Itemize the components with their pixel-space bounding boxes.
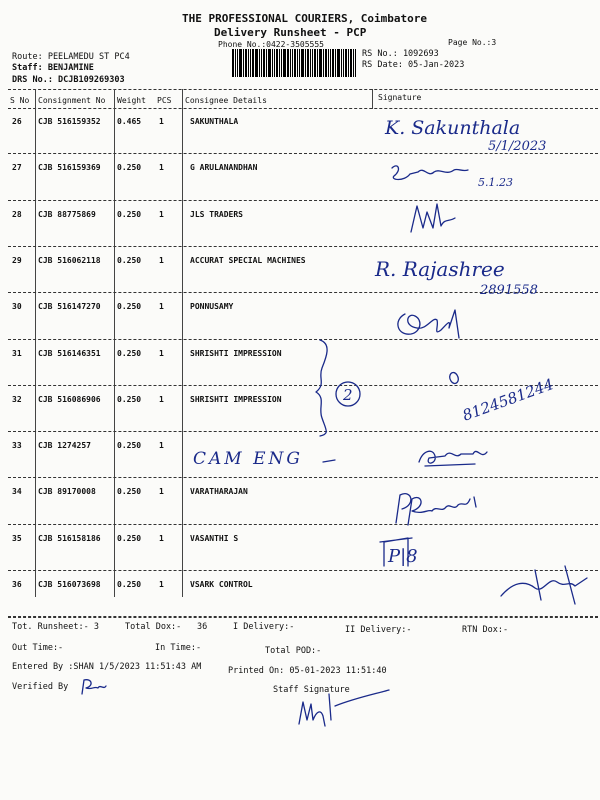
barcode-bar: [232, 49, 234, 77]
cell-weight: 0.465: [117, 117, 142, 126]
barcode-bar: [272, 49, 273, 77]
barcode-bar: [268, 49, 271, 77]
cell-consignee: SHRISHTI IMPRESSION: [190, 349, 282, 358]
barcode-bar: [307, 49, 309, 77]
cell-consignment-no: CJB 1274257: [38, 441, 91, 450]
cell-sno: 27: [12, 163, 22, 172]
barcode-bar: [279, 49, 280, 77]
header-rule-bottom: [8, 108, 598, 109]
cell-sno: 29: [12, 256, 22, 265]
cell-consignee: VARATHARAJAN: [190, 487, 248, 496]
barcode-bar: [290, 49, 291, 77]
cell-sno: 26: [12, 117, 22, 126]
barcode-bar: [255, 49, 258, 77]
barcode-bar: [299, 49, 300, 77]
cell-pcs: 1: [159, 580, 164, 589]
cell-consignee: ACCURAT SPECIAL MACHINES: [190, 256, 306, 265]
cell-pcs: 1: [159, 349, 164, 358]
rs-date: RS Date: 05-Jan-2023: [362, 60, 465, 70]
total-dox-value: 36: [197, 622, 208, 632]
handwritten-consignee-33: [193, 442, 353, 475]
cell-weight: 0.250: [117, 441, 142, 450]
cell-consignee: G ARULANANDHAN: [190, 163, 258, 172]
cell-pcs: 1: [159, 163, 164, 172]
barcode-bar: [274, 49, 275, 77]
verified-by: Verified By: [12, 682, 69, 692]
grid-line: [114, 89, 115, 597]
barcode-bar: [330, 49, 331, 77]
cell-weight: 0.250: [117, 256, 142, 265]
signature-26-name: K. Sakunthala: [385, 117, 521, 139]
barcode-bar: [337, 49, 340, 77]
barcode-bar: [323, 49, 324, 77]
staff-signature: [295, 690, 395, 733]
total-runsheet: Tot. Runsheet:- 3: [12, 622, 99, 632]
cell-sno: 36: [12, 580, 22, 589]
signature-34: [382, 485, 492, 533]
footer-rule: [8, 617, 598, 618]
barcode-bar: [252, 49, 254, 77]
in-time: In Time:-: [155, 643, 202, 653]
cell-pcs: 1: [159, 487, 164, 496]
cell-weight: 0.250: [117, 210, 142, 219]
barcode-bar: [245, 49, 247, 77]
page-number: Page No.:3: [448, 38, 497, 47]
cell-sno: 33: [12, 441, 22, 450]
barcode-bar: [328, 49, 329, 77]
cell-consignment-no: CJB 516062118: [38, 256, 101, 265]
barcode: [232, 49, 358, 77]
signature-29-name: R. Rajashree: [375, 257, 505, 281]
row-separator: [8, 477, 598, 478]
signature-36: [495, 560, 595, 613]
barcode-bar: [292, 49, 293, 77]
barcode-bar: [281, 49, 282, 77]
cell-sno: 35: [12, 534, 22, 543]
barcode-bar: [348, 49, 349, 77]
col-pcs: PCS: [157, 96, 172, 105]
barcode-bar: [310, 49, 311, 77]
cell-consignment-no: CJB 516159352: [38, 117, 101, 126]
signature-29: [375, 250, 575, 303]
barcode-bar: [353, 49, 354, 77]
total-pod: Total POD:-: [265, 646, 322, 656]
row-separator: [8, 339, 598, 340]
signature-33: [415, 432, 505, 475]
bracket-note-number: 2: [343, 386, 353, 404]
barcode-bar: [312, 49, 313, 77]
cell-weight: 0.250: [117, 302, 142, 311]
barcode-bar: [355, 49, 356, 77]
route: Route: PEELAMEDU ST PC4: [12, 52, 130, 62]
barcode-bar: [317, 49, 318, 77]
cell-consignee: VASANTHI S: [190, 534, 239, 543]
bracket-note: [308, 338, 368, 441]
printed-on: Printed On: 05-01-2023 11:51:40: [228, 666, 387, 676]
barcode-bar: [297, 49, 298, 77]
out-time: Out Time:-: [12, 643, 64, 653]
barcode-bar: [248, 49, 249, 77]
signature-35: [378, 532, 458, 575]
handwritten-consignee-33-text: CAM ENG: [193, 449, 303, 469]
signature-28: [405, 198, 465, 241]
barcode-bar: [325, 49, 327, 77]
signature-29-number: 2891558: [480, 283, 538, 298]
barcode-bar: [287, 49, 289, 77]
barcode-bar: [250, 49, 251, 77]
drs-number: DRS No.: DCJB109269303: [12, 75, 125, 85]
cell-pcs: 1: [159, 395, 164, 404]
cell-weight: 0.250: [117, 580, 142, 589]
staff-signature-label: Staff Signature: [273, 685, 350, 695]
cell-weight: 0.250: [117, 349, 142, 358]
barcode-bar: [266, 49, 267, 77]
barcode-bar: [319, 49, 322, 77]
barcode-bar: [301, 49, 304, 77]
staff: Staff: BENJAMINE: [12, 63, 94, 73]
barcode-bar: [235, 49, 236, 77]
cell-sno: 30: [12, 302, 22, 311]
cell-consignment-no: CJB 516086906: [38, 395, 101, 404]
col-signature: Signature: [378, 93, 422, 102]
cell-sno: 31: [12, 349, 22, 358]
ii-delivery: II Delivery:-: [345, 625, 412, 635]
cell-sno: 34: [12, 487, 22, 496]
i-delivery: I Delivery:-: [233, 622, 295, 632]
barcode-bar: [350, 49, 352, 77]
barcode-bar: [237, 49, 238, 77]
signature-30: [393, 300, 473, 348]
cell-consignment-no: CJB 516147270: [38, 302, 101, 311]
barcode-bar: [259, 49, 260, 77]
cell-consignment-no: CJB 516158186: [38, 534, 101, 543]
barcode-bar: [243, 49, 244, 77]
cell-pcs: 1: [159, 117, 164, 126]
cell-consignment-no: CJB 89170008: [38, 487, 96, 496]
cell-pcs: 1: [159, 302, 164, 311]
cell-weight: 0.250: [117, 163, 142, 172]
document-title: Delivery Runsheet - PCP: [214, 26, 367, 39]
cell-pcs: 1: [159, 441, 164, 450]
row-separator: [8, 431, 598, 432]
barcode-bar: [276, 49, 278, 77]
cell-consignee: PONNUSAMY: [190, 302, 234, 311]
row-separator: [8, 524, 598, 525]
entered-by: Entered By :SHAN 1/5/2023 11:51:43 AM: [12, 662, 202, 672]
cell-consignment-no: CJB 516146351: [38, 349, 101, 358]
grid-line: [182, 89, 183, 597]
grid-line: [35, 89, 36, 597]
cell-consignee: JLS TRADERS: [190, 210, 243, 219]
barcode-bar: [332, 49, 334, 77]
rtn-dox: RTN Dox:-: [462, 625, 509, 635]
total-dox-label: Total Dox:-: [125, 622, 182, 632]
signature-27-date: 5.1.23: [478, 176, 513, 189]
signature-31: [445, 345, 600, 425]
rs-number: RS No.: 1092693: [362, 49, 439, 59]
barcode-bar: [341, 49, 342, 77]
cell-consignment-no: CJB 88775869: [38, 210, 96, 219]
cell-consignee: SHRISHTI IMPRESSION: [190, 395, 282, 404]
signature-35-mark: P|8: [388, 546, 418, 567]
col-consignment: Consignment No: [38, 96, 106, 105]
cell-consignee: VSARK CONTROL: [190, 580, 253, 589]
barcode-bar: [314, 49, 316, 77]
col-weight: Weight: [117, 96, 146, 105]
cell-pcs: 1: [159, 534, 164, 543]
barcode-bar: [263, 49, 265, 77]
barcode-bar: [335, 49, 336, 77]
cell-consignment-no: CJB 516159369: [38, 163, 101, 172]
cell-weight: 0.250: [117, 395, 142, 404]
signature-26: [385, 112, 565, 155]
phone-number: Phone No.:0422-3505555: [218, 40, 324, 49]
cell-weight: 0.250: [117, 534, 142, 543]
cell-sno: 32: [12, 395, 22, 404]
company-name: THE PROFESSIONAL COURIERS, Coimbatore: [182, 12, 428, 25]
signature-26-date: 5/1/2023: [488, 139, 547, 154]
cell-pcs: 1: [159, 256, 164, 265]
col-consignee: Consignee Details: [185, 96, 267, 105]
barcode-bar: [239, 49, 242, 77]
cell-pcs: 1: [159, 210, 164, 219]
cell-consignee: SAKUNTHALA: [190, 117, 239, 126]
barcode-bar: [345, 49, 347, 77]
barcode-bar: [343, 49, 344, 77]
cell-consignment-no: CJB 516073698: [38, 580, 101, 589]
cell-sno: 28: [12, 210, 22, 219]
row-separator: [8, 246, 598, 247]
barcode-bar: [294, 49, 296, 77]
verified-by-signature: [78, 676, 108, 701]
cell-weight: 0.250: [117, 487, 142, 496]
barcode-bar: [261, 49, 262, 77]
signature-27: [388, 158, 538, 201]
grid-line: [372, 89, 373, 109]
barcode-bar: [283, 49, 286, 77]
col-sno: S No: [10, 96, 30, 105]
barcode-bar: [305, 49, 306, 77]
header-rule-top: [8, 89, 598, 90]
signature-31-number: 8124581244: [460, 375, 556, 425]
